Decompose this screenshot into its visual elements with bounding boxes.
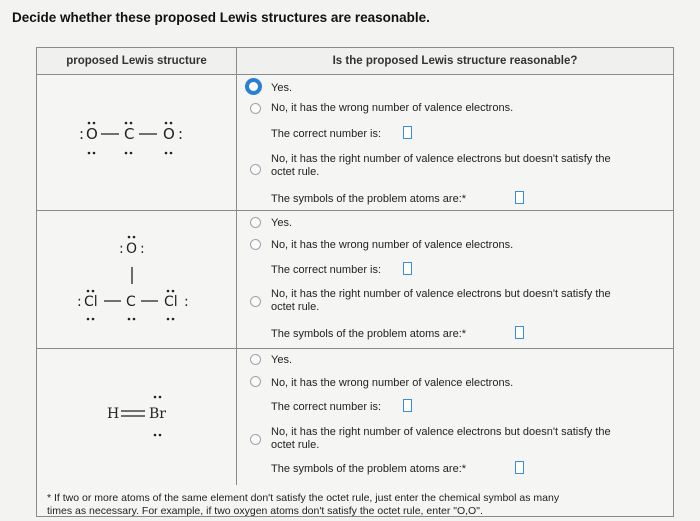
cocl2-atom-c: C <box>126 294 136 310</box>
cocl2-lone-pair-o-right: : <box>140 241 145 257</box>
radio-co2-wrong-count[interactable] <box>250 103 261 114</box>
option-yes-label: Yes. <box>271 217 293 229</box>
radio-co2-yes[interactable] <box>245 78 262 95</box>
table-row-cocl2 <box>37 211 673 349</box>
radio-hbr-yes[interactable] <box>250 354 261 365</box>
options-co2 <box>237 75 673 210</box>
hbr-atom-br: Br <box>149 406 166 422</box>
radio-hbr-wrong-count[interactable] <box>250 376 261 387</box>
option-yes-label: Yes. <box>271 82 293 94</box>
cocl2-lone-pair-cl-left: : <box>77 294 82 310</box>
options-cocl2 <box>237 211 673 348</box>
correct-number-label: The correct number is: <box>271 264 382 276</box>
footnote <box>47 492 667 518</box>
radio-cocl2-wrong-count[interactable] <box>250 239 261 250</box>
radio-hbr-octet[interactable] <box>250 434 261 445</box>
option-octet-label-line1: No, it has the right number of valence electrons but doesn't satisfy the <box>271 153 611 165</box>
co2-structure-drawing <box>37 75 236 210</box>
option-yes-label: Yes. <box>271 354 293 366</box>
lewis-structure-cocl2 <box>37 211 237 348</box>
header-is-reasonable: Is the proposed Lewis structure reasonable? <box>332 55 578 67</box>
problem-atoms-input[interactable] <box>515 326 524 339</box>
correct-number-input[interactable] <box>403 262 412 275</box>
problem-atoms-label: The symbols of the problem atoms are:* <box>271 193 467 205</box>
cocl2-lone-pair-cl-right: : <box>184 294 189 310</box>
option-octet-label-line1: No, it has the right number of valence electrons but doesn't satisfy the <box>271 288 611 300</box>
radio-cocl2-yes[interactable] <box>250 217 261 228</box>
option-octet-label-line2: octet rule. <box>271 301 320 313</box>
problem-atoms-label: The symbols of the problem atoms are:* <box>271 463 467 475</box>
co2-lone-pair-left: : <box>79 125 85 143</box>
radio-co2-octet[interactable] <box>250 164 261 175</box>
footnote-line1: * If two or more atoms of the same element don't satisfy the octet rule, just enter the chemical symbol as many <box>47 492 560 504</box>
header-proposed-structure: proposed Lewis structure <box>37 48 237 74</box>
option-octet-label-line2: octet rule. <box>271 166 320 178</box>
correct-number-label: The correct number is: <box>271 401 382 413</box>
cocl2-atom-cl-left: Cl <box>84 294 98 310</box>
cocl2-lone-pair-o-left: : <box>119 241 124 257</box>
cocl2-atom-cl-right: Cl <box>164 294 178 310</box>
co2-atom-o-right: O <box>163 125 175 143</box>
option-wrong-count-label: No, it has the wrong number of valence electrons. <box>271 102 514 114</box>
table-row-co2 <box>37 75 673 211</box>
table-header <box>37 48 673 75</box>
radio-cocl2-octet[interactable] <box>250 296 261 307</box>
problem-atoms-input[interactable] <box>515 191 524 204</box>
correct-number-input[interactable] <box>403 126 412 139</box>
option-octet-label-line1: No, it has the right number of valence electrons but doesn't satisfy the <box>271 426 611 438</box>
correct-number-input[interactable] <box>403 399 412 412</box>
footnote-line2: times as necessary. For example, if two oxygen atoms don't satisfy the octet rule, enter "O,O". <box>47 505 483 517</box>
question-text: Decide whether these proposed Lewis structures are reasonable. <box>12 10 430 25</box>
option-wrong-count-label: No, it has the wrong number of valence electrons. <box>271 377 514 389</box>
problem-atoms-input[interactable] <box>515 461 524 474</box>
lewis-structure-table <box>36 47 674 517</box>
hbr-atom-h: H <box>107 406 120 422</box>
lewis-structure-hbr <box>37 349 237 485</box>
hbr-structure-drawing <box>37 349 236 485</box>
option-wrong-count-label: No, it has the wrong number of valence electrons. <box>271 239 514 251</box>
co2-lone-pair-right: : <box>178 125 184 143</box>
table-row-hbr <box>37 349 673 485</box>
cocl2-structure-drawing <box>37 211 236 348</box>
cocl2-atom-o: O <box>126 241 138 257</box>
options-hbr <box>237 349 673 485</box>
lewis-structure-co2 <box>37 75 237 210</box>
co2-atom-c: C <box>124 125 135 143</box>
co2-atom-o-left: O <box>86 125 98 143</box>
problem-atoms-label: The symbols of the problem atoms are:* <box>271 328 467 340</box>
correct-number-label: The correct number is: <box>271 128 382 140</box>
option-octet-label-line2: octet rule. <box>271 439 320 451</box>
